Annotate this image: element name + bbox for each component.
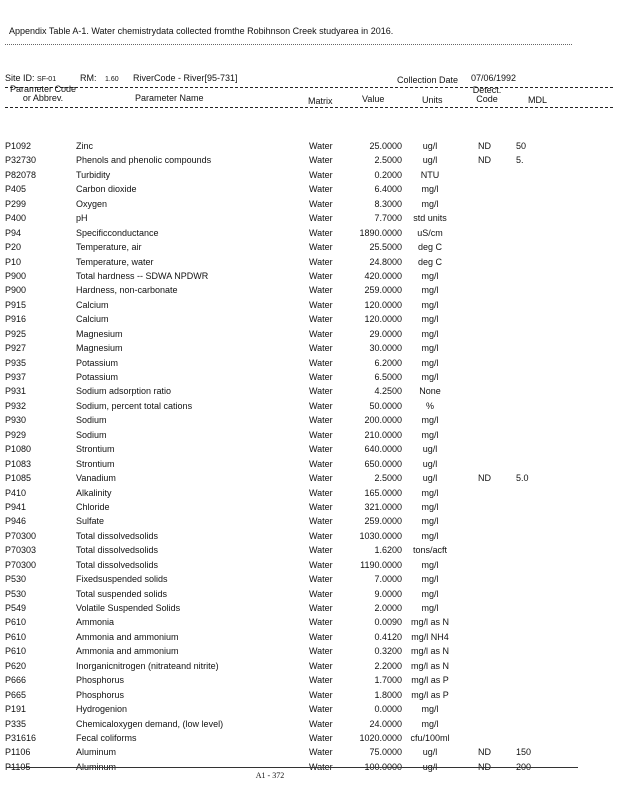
matrix-cell: Water (309, 314, 333, 325)
matrix-cell: Water (309, 718, 333, 729)
units-cell: mg/l (421, 429, 439, 440)
units-cell: ug/l (422, 458, 438, 469)
param-code-cell: P70303 (5, 545, 37, 556)
table-row (0, 211, 618, 225)
matrix-cell: Water (309, 169, 333, 180)
table-row (0, 139, 618, 153)
units-cell: mg/l (421, 530, 439, 541)
units-cell: mg/l (421, 299, 439, 310)
units-cell: mg/l (421, 328, 439, 339)
value-cell: 1020.0000 (359, 732, 402, 743)
matrix-cell: Water (309, 689, 333, 700)
table-row (0, 153, 618, 167)
param-code-cell: P549 (5, 603, 27, 613)
table-row (0, 341, 618, 355)
matrix-cell: Water (309, 444, 333, 455)
site-id-value: SF-01 (37, 76, 57, 83)
value-cell: 259.0000 (364, 516, 402, 527)
param-name-cell: Phosphorus (76, 675, 125, 686)
param-name-cell: Phenols and phenolic compounds (76, 155, 212, 166)
detect-code-cell: ND (478, 155, 491, 166)
param-code-cell: P927 (5, 343, 27, 354)
param-code-cell: P335 (5, 718, 27, 729)
param-code-cell: P610 (5, 617, 27, 628)
header-value: Value (362, 94, 385, 104)
param-code-cell: P405 (5, 184, 27, 195)
param-name-cell: Potassium (76, 372, 119, 382)
value-cell: 0.0000 (374, 704, 402, 715)
units-cell: mg/l (421, 357, 439, 368)
param-code-cell: P70300 (5, 530, 37, 541)
units-cell: mg/l as N (410, 660, 449, 671)
matrix-cell: Water (309, 213, 333, 224)
matrix-cell: Water (309, 328, 333, 339)
param-name-cell: Sodium (76, 415, 107, 426)
param-name-cell: Total dissolvedsolids (76, 545, 159, 556)
value-cell: 25.5000 (369, 242, 402, 253)
page-footer: A1 - 372 (255, 771, 285, 780)
param-code-cell: P900 (5, 270, 27, 281)
bottom-rule (6, 767, 578, 768)
table-row (0, 745, 618, 759)
matrix-cell: Water (309, 704, 333, 715)
value-cell: 1.7000 (374, 675, 402, 686)
matrix-cell: Water (309, 530, 333, 541)
matrix-cell: Water (309, 184, 333, 195)
param-name-cell: Sodium, percent total cations (76, 400, 193, 411)
data-table (0, 139, 618, 774)
table-row (0, 226, 618, 240)
param-code-cell: P665 (5, 689, 27, 700)
table-row (0, 659, 618, 673)
units-cell: tons/acft (412, 545, 448, 556)
matrix-cell: Water (309, 603, 333, 613)
param-name-cell: Volatile Suspended Solids (76, 603, 181, 613)
param-name-cell: Potassium (76, 357, 119, 368)
value-cell: 4.2500 (374, 386, 402, 397)
header-parameter-code: Parameter Code or Abbrev. (9, 84, 77, 103)
units-cell: mg/l (421, 314, 439, 325)
units-cell: mg/l NH4 (411, 631, 449, 642)
param-name-cell: Temperature, air (76, 242, 142, 253)
table-row (0, 688, 618, 702)
site-id-label: Site ID: SF-01 (5, 73, 57, 83)
table-row (0, 384, 618, 398)
value-cell: 75.0000 (369, 747, 402, 758)
table-row (0, 486, 618, 500)
param-name-cell: Hardness, non-carbonate (76, 285, 178, 296)
units-cell: NTU (420, 169, 440, 180)
matrix-cell: Water (309, 400, 333, 411)
param-name-cell: Specificconductance (76, 227, 159, 238)
param-name-cell: Oxygen (76, 198, 108, 209)
value-cell: 6.5000 (374, 372, 402, 382)
table-row (0, 731, 618, 745)
units-cell: ug/l (422, 141, 438, 151)
value-cell: 165.0000 (364, 487, 402, 498)
matrix-cell: Water (309, 617, 333, 628)
units-cell: mg/l as P (411, 675, 449, 686)
mdl-cell: 150 (516, 747, 532, 758)
matrix-cell: Water (309, 732, 333, 743)
table-row (0, 168, 618, 182)
param-code-cell: P1083 (5, 458, 32, 469)
param-code-cell: P916 (5, 314, 27, 325)
value-cell: 0.4120 (374, 631, 402, 642)
param-code-cell: P20 (5, 242, 22, 253)
mdl-cell: 200 (516, 761, 532, 772)
param-name-cell: Magnesium (76, 328, 123, 339)
matrix-cell: Water (309, 501, 333, 512)
matrix-cell: Water (309, 415, 333, 426)
param-name-cell: Ammonia (76, 617, 115, 628)
param-name-cell: Sodium adsorption ratio (76, 386, 172, 397)
units-cell: mg/l as N (410, 617, 449, 628)
param-code-cell: P31616 (5, 732, 37, 743)
param-code-cell: P935 (5, 357, 27, 368)
units-cell: deg C (417, 256, 443, 267)
param-name-cell: Sodium (76, 429, 107, 440)
value-cell: 650.0000 (364, 458, 402, 469)
table-row (0, 312, 618, 326)
table-row (0, 327, 618, 341)
header-units: Units (422, 95, 443, 105)
param-code-cell: P932 (5, 400, 27, 411)
header-top-rule (5, 87, 613, 88)
value-cell: 321.0000 (364, 501, 402, 512)
matrix-cell: Water (309, 646, 333, 657)
param-code-cell: P530 (5, 574, 27, 585)
collection-date-label: Collection Date (397, 75, 459, 85)
units-cell: mg/l (421, 270, 439, 281)
detect-code-cell: ND (478, 141, 491, 151)
units-cell: std units (413, 213, 447, 224)
units-cell: mg/l (421, 516, 439, 527)
param-name-cell: pH (76, 213, 88, 224)
matrix-cell: Water (309, 574, 333, 585)
value-cell: 1030.0000 (359, 530, 402, 541)
detect-code-cell: ND (478, 473, 491, 484)
units-cell: % (425, 400, 434, 411)
matrix-cell: Water (309, 270, 333, 281)
units-cell: ug/l (422, 747, 438, 758)
value-cell: 8.3000 (374, 198, 402, 209)
value-cell: 1.8000 (374, 689, 402, 700)
param-name-cell: Inorganicnitrogen (nitrateand nitrite) (76, 660, 219, 671)
table-row (0, 269, 618, 283)
units-cell: None (419, 386, 441, 397)
units-cell: deg C (417, 242, 443, 253)
table-row (0, 558, 618, 572)
table-row (0, 428, 618, 442)
units-cell: mg/l (421, 501, 439, 512)
value-cell: 1.6200 (374, 545, 402, 556)
value-cell: 30.0000 (369, 343, 402, 354)
param-code-cell: P530 (5, 588, 27, 599)
value-cell: 0.0090 (374, 617, 402, 628)
units-cell: mg/l as P (411, 689, 449, 700)
units-cell: mg/l (421, 588, 439, 599)
table-row (0, 255, 618, 269)
matrix-cell: Water (309, 357, 333, 368)
matrix-cell: Water (309, 386, 333, 397)
value-cell: 24.0000 (369, 718, 402, 729)
matrix-cell: Water (309, 227, 333, 238)
param-code-cell: P10 (5, 256, 22, 267)
table-row (0, 457, 618, 471)
units-cell: uS/cm (417, 227, 443, 238)
param-code-cell: P931 (5, 386, 27, 397)
table-row (0, 543, 618, 557)
rm-label: RM: 1.60 (80, 73, 119, 83)
table-row (0, 572, 618, 586)
matrix-cell: Water (309, 155, 333, 166)
table-row (0, 644, 618, 658)
matrix-cell: Water (309, 487, 333, 498)
param-name-cell: Ammonia and ammonium (76, 646, 179, 657)
matrix-cell: Water (309, 343, 333, 354)
units-cell: mg/l (421, 574, 439, 585)
table-row (0, 442, 618, 456)
param-name-cell: Turbidity (76, 169, 111, 180)
value-cell: 1190.0000 (360, 559, 402, 570)
param-name-cell: Fixedsuspended solids (76, 574, 168, 585)
param-code-cell: P1092 (5, 141, 32, 151)
param-code-cell: P925 (5, 328, 27, 339)
detect-code-cell: ND (478, 747, 491, 758)
units-cell: mg/l as N (410, 646, 449, 657)
param-name-cell: Temperature, water (76, 256, 154, 267)
value-cell: 200.0000 (364, 415, 402, 426)
table-row (0, 283, 618, 297)
units-cell: ug/l (422, 761, 438, 772)
param-code-cell: P620 (5, 660, 27, 671)
param-name-cell: Sulfate (76, 516, 105, 527)
param-code-cell: P191 (5, 704, 27, 715)
units-cell: mg/l (421, 184, 439, 195)
table-row (0, 197, 618, 211)
matrix-cell: Water (309, 747, 333, 758)
value-cell: 50.0000 (369, 400, 402, 411)
param-name-cell: Vanadium (76, 473, 116, 484)
table-row (0, 471, 618, 485)
collection-date-value: 07/06/1992 (471, 73, 517, 83)
param-code-cell: P610 (5, 646, 27, 657)
table-row (0, 717, 618, 731)
table-row (0, 615, 618, 629)
param-code-cell: P930 (5, 415, 27, 426)
value-cell: 6.4000 (374, 184, 402, 195)
param-code-cell: P1106 (5, 747, 31, 758)
units-cell: mg/l (421, 198, 439, 209)
matrix-cell: Water (309, 285, 333, 296)
matrix-cell: Water (309, 458, 333, 469)
value-cell: 210.0000 (364, 429, 402, 440)
param-code-cell: P400 (5, 213, 27, 224)
matrix-cell: Water (309, 141, 333, 151)
param-code-cell: P299 (5, 198, 27, 209)
matrix-cell: Water (309, 256, 333, 267)
value-cell: 2.0000 (374, 603, 402, 613)
param-code-cell: P929 (5, 429, 27, 440)
matrix-cell: Water (309, 761, 333, 772)
value-cell: 24.8000 (369, 256, 402, 267)
param-name-cell: Carbon dioxide (76, 184, 137, 195)
table-title: Appendix Table A-1. Water chemistrydata collected fromthe Robihnson Creek studyarea in 2016. (9, 26, 394, 36)
param-code-cell: P900 (5, 285, 27, 296)
table-row (0, 370, 618, 384)
value-cell: 0.2000 (374, 169, 402, 180)
param-name-cell: Total suspended solids (76, 588, 168, 599)
dotted-divider (5, 44, 572, 45)
river-code: RiverCode - River[95-731] (133, 73, 238, 83)
table-row (0, 702, 618, 716)
param-code-cell: P666 (5, 675, 27, 686)
param-code-cell: P70300 (5, 559, 37, 570)
param-code-cell: P946 (5, 516, 27, 527)
units-cell: mg/l (421, 372, 439, 382)
units-cell: mg/l (421, 285, 439, 296)
table-row (0, 182, 618, 196)
value-cell: 640.0000 (364, 444, 402, 455)
units-cell: cfu/100ml (410, 732, 450, 743)
header-matrix: Matrix (308, 96, 333, 106)
header-bottom-rule (5, 107, 613, 108)
param-name-cell: Strontium (76, 458, 115, 469)
param-name-cell: Chemicaloxygen demand, (low level) (76, 718, 224, 729)
units-cell: mg/l (421, 704, 439, 715)
param-code-cell: P937 (5, 372, 27, 382)
param-name-cell: Zinc (76, 141, 94, 151)
matrix-cell: Water (309, 516, 333, 527)
table-row (0, 529, 618, 543)
table-row (0, 413, 618, 427)
param-name-cell: Alkalinity (76, 487, 112, 498)
param-name-cell: Total dissolvedsolids (76, 530, 159, 541)
units-cell: mg/l (421, 415, 439, 426)
table-row (0, 399, 618, 413)
header-parameter-name: Parameter Name (135, 93, 204, 103)
param-code-cell: P1085 (5, 473, 32, 484)
value-cell: 29.0000 (369, 328, 402, 339)
value-cell: 9.0000 (374, 588, 402, 599)
matrix-cell: Water (309, 299, 333, 310)
mdl-cell: 5.0 (516, 473, 529, 484)
param-name-cell: Total hardness -- SDWA NPDWR (76, 270, 209, 281)
param-code-cell: P941 (5, 501, 27, 512)
matrix-cell: Water (309, 559, 333, 570)
table-row (0, 514, 618, 528)
value-cell: 25.0000 (369, 141, 402, 151)
value-cell: 2.5000 (374, 155, 402, 166)
value-cell: 2.2000 (374, 660, 402, 671)
value-cell: 259.0000 (364, 285, 402, 296)
param-name-cell: Magnesium (76, 343, 123, 354)
param-name-cell: Fecal coliforms (76, 732, 137, 743)
param-code-cell: P915 (5, 299, 27, 310)
matrix-cell: Water (309, 545, 333, 556)
table-row (0, 630, 618, 644)
table-row (0, 500, 618, 514)
param-name-cell: Chloride (76, 501, 110, 512)
param-code-cell: P410 (5, 487, 27, 498)
units-cell: mg/l (421, 343, 439, 354)
mdl-cell: 5. (516, 155, 524, 166)
param-name-cell: Total dissolvedsolids (76, 559, 159, 570)
header-mdl: MDL (528, 95, 548, 105)
value-cell: 7.7000 (374, 213, 402, 224)
value-cell: 6.2000 (374, 357, 402, 368)
units-cell: ug/l (422, 473, 438, 484)
table-row (0, 601, 618, 615)
units-cell: ug/l (422, 444, 438, 455)
detect-code-cell: ND (478, 761, 491, 772)
table-row (0, 240, 618, 254)
table-row (0, 587, 618, 601)
units-cell: mg/l (421, 559, 439, 570)
param-name-cell: Phosphorus (76, 689, 125, 700)
matrix-cell: Water (309, 631, 333, 642)
table-row (0, 673, 618, 687)
matrix-cell: Water (309, 242, 333, 253)
matrix-cell: Water (309, 429, 333, 440)
param-name-cell: Ammonia and ammonium (76, 631, 179, 642)
param-name-cell: Strontium (76, 444, 115, 455)
value-cell: 120.0000 (364, 314, 402, 325)
param-code-cell: P610 (5, 631, 27, 642)
units-cell: mg/l (421, 487, 439, 498)
matrix-cell: Water (309, 660, 333, 671)
value-cell: 2.5000 (374, 473, 402, 484)
matrix-cell: Water (309, 473, 333, 484)
table-row (0, 356, 618, 370)
param-code-cell: P32730 (5, 155, 37, 166)
value-cell: 0.3200 (374, 646, 402, 657)
value-cell: 1890.0000 (359, 227, 402, 238)
units-cell: mg/l (421, 603, 439, 613)
units-cell: ug/l (422, 155, 438, 166)
value-cell: 420.0000 (364, 270, 402, 281)
value-cell: 100.0000 (364, 761, 402, 772)
param-name-cell: Calcium (76, 314, 109, 325)
param-code-cell: P94 (5, 227, 22, 238)
units-cell: mg/l (421, 718, 439, 729)
param-code-cell: P1080 (5, 444, 32, 455)
matrix-cell: Water (309, 675, 333, 686)
param-code-cell: P82078 (5, 169, 37, 180)
matrix-cell: Water (309, 198, 333, 209)
param-name-cell: Aluminum (76, 761, 117, 772)
param-code-cell: P1105 (5, 761, 31, 772)
matrix-cell: Water (309, 588, 333, 599)
mdl-cell: 50 (516, 141, 527, 151)
param-name-cell: Calcium (76, 299, 109, 310)
value-cell: 7.0000 (374, 574, 402, 585)
param-name-cell: Aluminum (76, 747, 117, 758)
param-name-cell: Hydrogenion (76, 704, 128, 715)
rm-value: 1.60 (105, 76, 119, 83)
header-detect-code: Detect. Code (472, 85, 502, 104)
table-row (0, 298, 618, 312)
value-cell: 120.0000 (364, 299, 402, 310)
matrix-cell: Water (309, 372, 333, 382)
